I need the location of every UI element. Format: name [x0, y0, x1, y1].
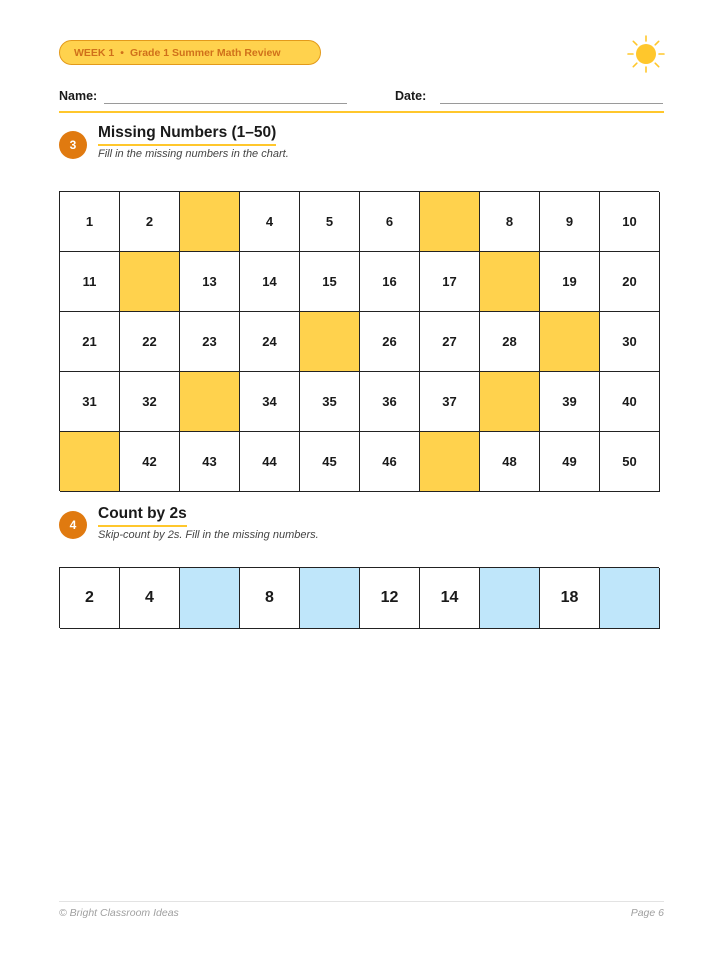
footer-page-number: Page 6	[630, 907, 664, 919]
hundreds-chart-grid	[59, 191, 659, 491]
chart-number-cell: 34	[240, 372, 300, 432]
chart-number-cell: 39	[540, 372, 600, 432]
chart-blank-cell[interactable]	[480, 372, 540, 432]
chart-number-cell: 2	[120, 192, 180, 252]
chart-blank-cell[interactable]	[300, 312, 360, 372]
chart-number-cell: 44	[240, 432, 300, 492]
chart-number-cell: 4	[240, 192, 300, 252]
chart-blank-cell[interactable]	[420, 432, 480, 492]
chart-number-cell: 10	[600, 192, 660, 252]
worksheet-header-pill	[59, 40, 321, 65]
chart-blank-cell[interactable]	[180, 372, 240, 432]
chart-number-cell: 30	[600, 312, 660, 372]
chart-number-cell: 11	[60, 252, 120, 312]
chart-number-cell: 40	[600, 372, 660, 432]
skip-number-cell: 12	[360, 568, 420, 629]
chart-number-cell: 19	[540, 252, 600, 312]
footer-divider	[59, 901, 664, 902]
chart-number-cell: 31	[60, 372, 120, 432]
chart-blank-cell[interactable]	[420, 192, 480, 252]
chart-number-cell: 37	[420, 372, 480, 432]
chart-number-cell: 24	[240, 312, 300, 372]
skip-number-cell: 8	[240, 568, 300, 629]
chart-number-cell: 23	[180, 312, 240, 372]
section-4-badge: 4	[59, 511, 87, 539]
worksheet-title: Grade 1 Summer Math Review	[129, 46, 281, 59]
chart-number-cell: 35	[300, 372, 360, 432]
footer-copyright: © Bright Classroom Ideas	[59, 907, 179, 919]
chart-number-cell: 50	[600, 432, 660, 492]
chart-number-cell: 26	[360, 312, 420, 372]
section-4-instructions: Skip-count by 2s. Fill in the missing numbers.	[98, 529, 319, 541]
chart-number-cell: 22	[120, 312, 180, 372]
chart-number-cell: 1	[60, 192, 120, 252]
chart-number-cell: 13	[180, 252, 240, 312]
skip-number-cell: 4	[120, 568, 180, 629]
chart-blank-cell[interactable]	[120, 252, 180, 312]
name-label: Name:	[59, 89, 98, 103]
section-4-title: Count by 2s	[98, 505, 187, 527]
skip-blank-cell[interactable]	[180, 568, 240, 629]
chart-number-cell: 14	[240, 252, 300, 312]
skip-count-row	[59, 567, 659, 628]
chart-blank-cell[interactable]	[480, 252, 540, 312]
skip-number-cell: 14	[420, 568, 480, 629]
section-3-instructions: Fill in the missing numbers in the chart.	[98, 148, 289, 160]
chart-number-cell: 20	[600, 252, 660, 312]
chart-number-cell: 16	[360, 252, 420, 312]
chart-number-cell: 36	[360, 372, 420, 432]
chart-number-cell: 17	[420, 252, 480, 312]
chart-number-cell: 5	[300, 192, 360, 252]
name-field[interactable]	[104, 103, 347, 104]
chart-number-cell: 9	[540, 192, 600, 252]
skip-blank-cell[interactable]	[300, 568, 360, 629]
section-3-badge: 3	[59, 131, 87, 159]
chart-blank-cell[interactable]	[60, 432, 120, 492]
chart-number-cell: 28	[480, 312, 540, 372]
chart-number-cell: 45	[300, 432, 360, 492]
chart-number-cell: 21	[60, 312, 120, 372]
skip-number-cell: 2	[60, 568, 120, 629]
chart-number-cell: 42	[120, 432, 180, 492]
chart-number-cell: 15	[300, 252, 360, 312]
section-3-title: Missing Numbers (1–50)	[98, 124, 276, 146]
skip-number-cell: 18	[540, 568, 600, 629]
chart-blank-cell[interactable]	[180, 192, 240, 252]
sun-icon	[626, 34, 666, 74]
chart-number-cell: 8	[480, 192, 540, 252]
header-divider	[59, 111, 664, 113]
week-label: WEEK 1	[74, 46, 115, 59]
chart-number-cell: 32	[120, 372, 180, 432]
chart-number-cell: 49	[540, 432, 600, 492]
chart-blank-cell[interactable]	[540, 312, 600, 372]
chart-number-cell: 46	[360, 432, 420, 492]
chart-number-cell: 6	[360, 192, 420, 252]
skip-blank-cell[interactable]	[480, 568, 540, 629]
header-separator: •	[120, 46, 124, 59]
chart-number-cell: 43	[180, 432, 240, 492]
chart-number-cell: 48	[480, 432, 540, 492]
chart-number-cell: 27	[420, 312, 480, 372]
skip-blank-cell[interactable]	[600, 568, 660, 629]
date-label: Date:	[395, 89, 427, 103]
date-field[interactable]	[440, 103, 663, 104]
